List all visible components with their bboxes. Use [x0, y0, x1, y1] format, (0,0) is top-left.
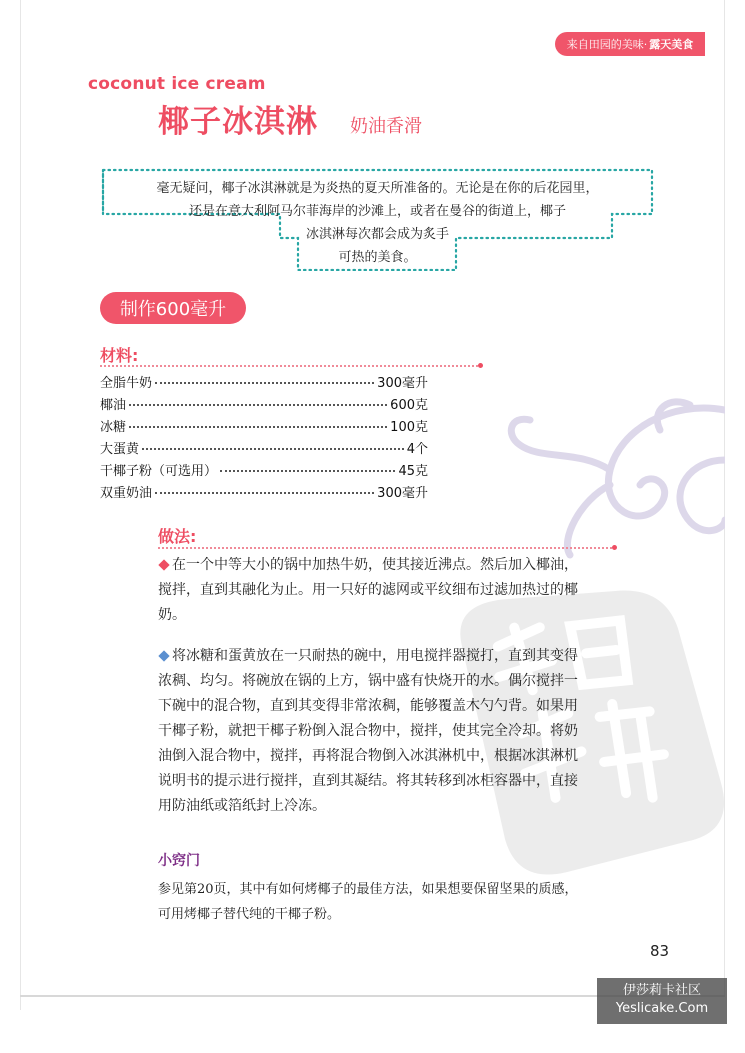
ingredient-row [100, 394, 428, 416]
intro-box [100, 166, 655, 271]
ingredient-qty: 300毫升 [377, 486, 428, 501]
dot-leader [155, 492, 374, 494]
dot-leader [129, 404, 387, 406]
yield-badge: 制作600毫升 [100, 292, 246, 324]
watermark-line: 伊莎莉卡社区 [622, 983, 701, 998]
ingredient-name: 椰油 [100, 398, 127, 413]
method-step [158, 553, 578, 628]
ingredient-qty: 600克 [390, 398, 428, 413]
diamond-bullet-icon [158, 559, 169, 570]
method-divider-dot [612, 545, 617, 550]
section-banner [555, 32, 705, 56]
method-step-text: 将冰糖和蛋黄放在一只耐热的碗中，用电搅拌器搅打，直到其变得浓稠、均匀。将碗放在锅的上方，锅中盛有快烧开的水。偶尔搅拌一下碗中的混合物，直到其变得非常浓稠，能够覆盖木勺勺背。如果用干椰子粉，就把干椰子粉倒入混合物中，搅拌，使其完全冷却。将奶油倒入混合物中，搅拌，再将混合物倒入冰淇淋机中，根据冰淇淋机说明书的提示进行搅拌，直到其凝结。将其转移到冰柜容器中，直接用防油纸或箔纸封上冷冻。 [158, 648, 578, 814]
intro-line: 冰淇淋每次都会成为炙手 [305, 227, 449, 242]
intro-line: 可热的美食。 [338, 250, 417, 265]
dot-leader [129, 426, 387, 428]
ingredients-divider-dot [478, 363, 483, 368]
page-number: 83 [650, 942, 670, 960]
method-divider [158, 547, 612, 549]
dot-leader [155, 382, 374, 384]
site-watermark [597, 978, 727, 1024]
method-steps [158, 553, 578, 835]
diamond-bullet-icon [158, 650, 169, 661]
ingredient-qty: 4个 [406, 442, 428, 457]
ingredient-name: 全脂牛奶 [100, 376, 153, 391]
ingredient-row [100, 482, 428, 504]
swirl-ornament [500, 390, 725, 560]
banner-text: 来自田园的美味· [566, 38, 648, 51]
ingredient-name: 干椰子粉（可选用） [100, 464, 218, 479]
ingredient-name: 大蛋黄 [100, 442, 140, 457]
ingredients-divider [100, 365, 478, 367]
ingredient-qty: 45克 [398, 464, 428, 479]
ingredient-row [100, 460, 428, 482]
dot-leader [142, 448, 404, 450]
english-title: coconut ice cream [88, 74, 266, 94]
method-step [158, 644, 578, 819]
ingredient-row [100, 438, 428, 460]
ingredient-name: 双重奶油 [100, 486, 153, 501]
ingredient-qty: 100克 [390, 420, 428, 435]
tip-text: 参见第20页，其中有如何烤椰子的最佳方法，如果想要保留坚果的质感，可用烤椰子替代纯的干椰子粉。 [158, 882, 578, 922]
page-left-edge [20, 0, 21, 1010]
ingredient-name: 冰糖 [100, 420, 127, 435]
dot-leader [220, 470, 395, 472]
method-step-text: 在一个中等大小的锅中加热牛奶，使其接近沸点。然后加入椰油，搅拌，直到其融化为止。用一只好的滤网或平纹细布过滤加热过的椰奶。 [158, 557, 578, 623]
ingredient-row [100, 372, 428, 394]
intro-text [100, 177, 655, 269]
recipe-subtitle: 奶油香滑 [350, 116, 422, 137]
recipe-title: 椰子冰淇淋 [158, 104, 318, 140]
tip-heading: 小窍门 [158, 853, 200, 869]
method-heading: 做法: [158, 527, 197, 546]
ingredient-row [100, 416, 428, 438]
intro-line: 还是在意大利阿马尔菲海岸的沙滩上，或者在曼谷的街道上，椰子 [188, 204, 566, 219]
banner-text-bold: 露天美食 [649, 38, 694, 51]
ingredients-heading: 材料: [100, 346, 139, 365]
watermark-line: Yeslicake.Com [615, 1001, 709, 1016]
ingredient-qty: 300毫升 [377, 376, 428, 391]
intro-line: 毫无疑问，椰子冰淇淋就是为炎热的夏天所准备的。无论是在你的后花园里， [156, 181, 599, 196]
ingredient-list [100, 372, 428, 504]
